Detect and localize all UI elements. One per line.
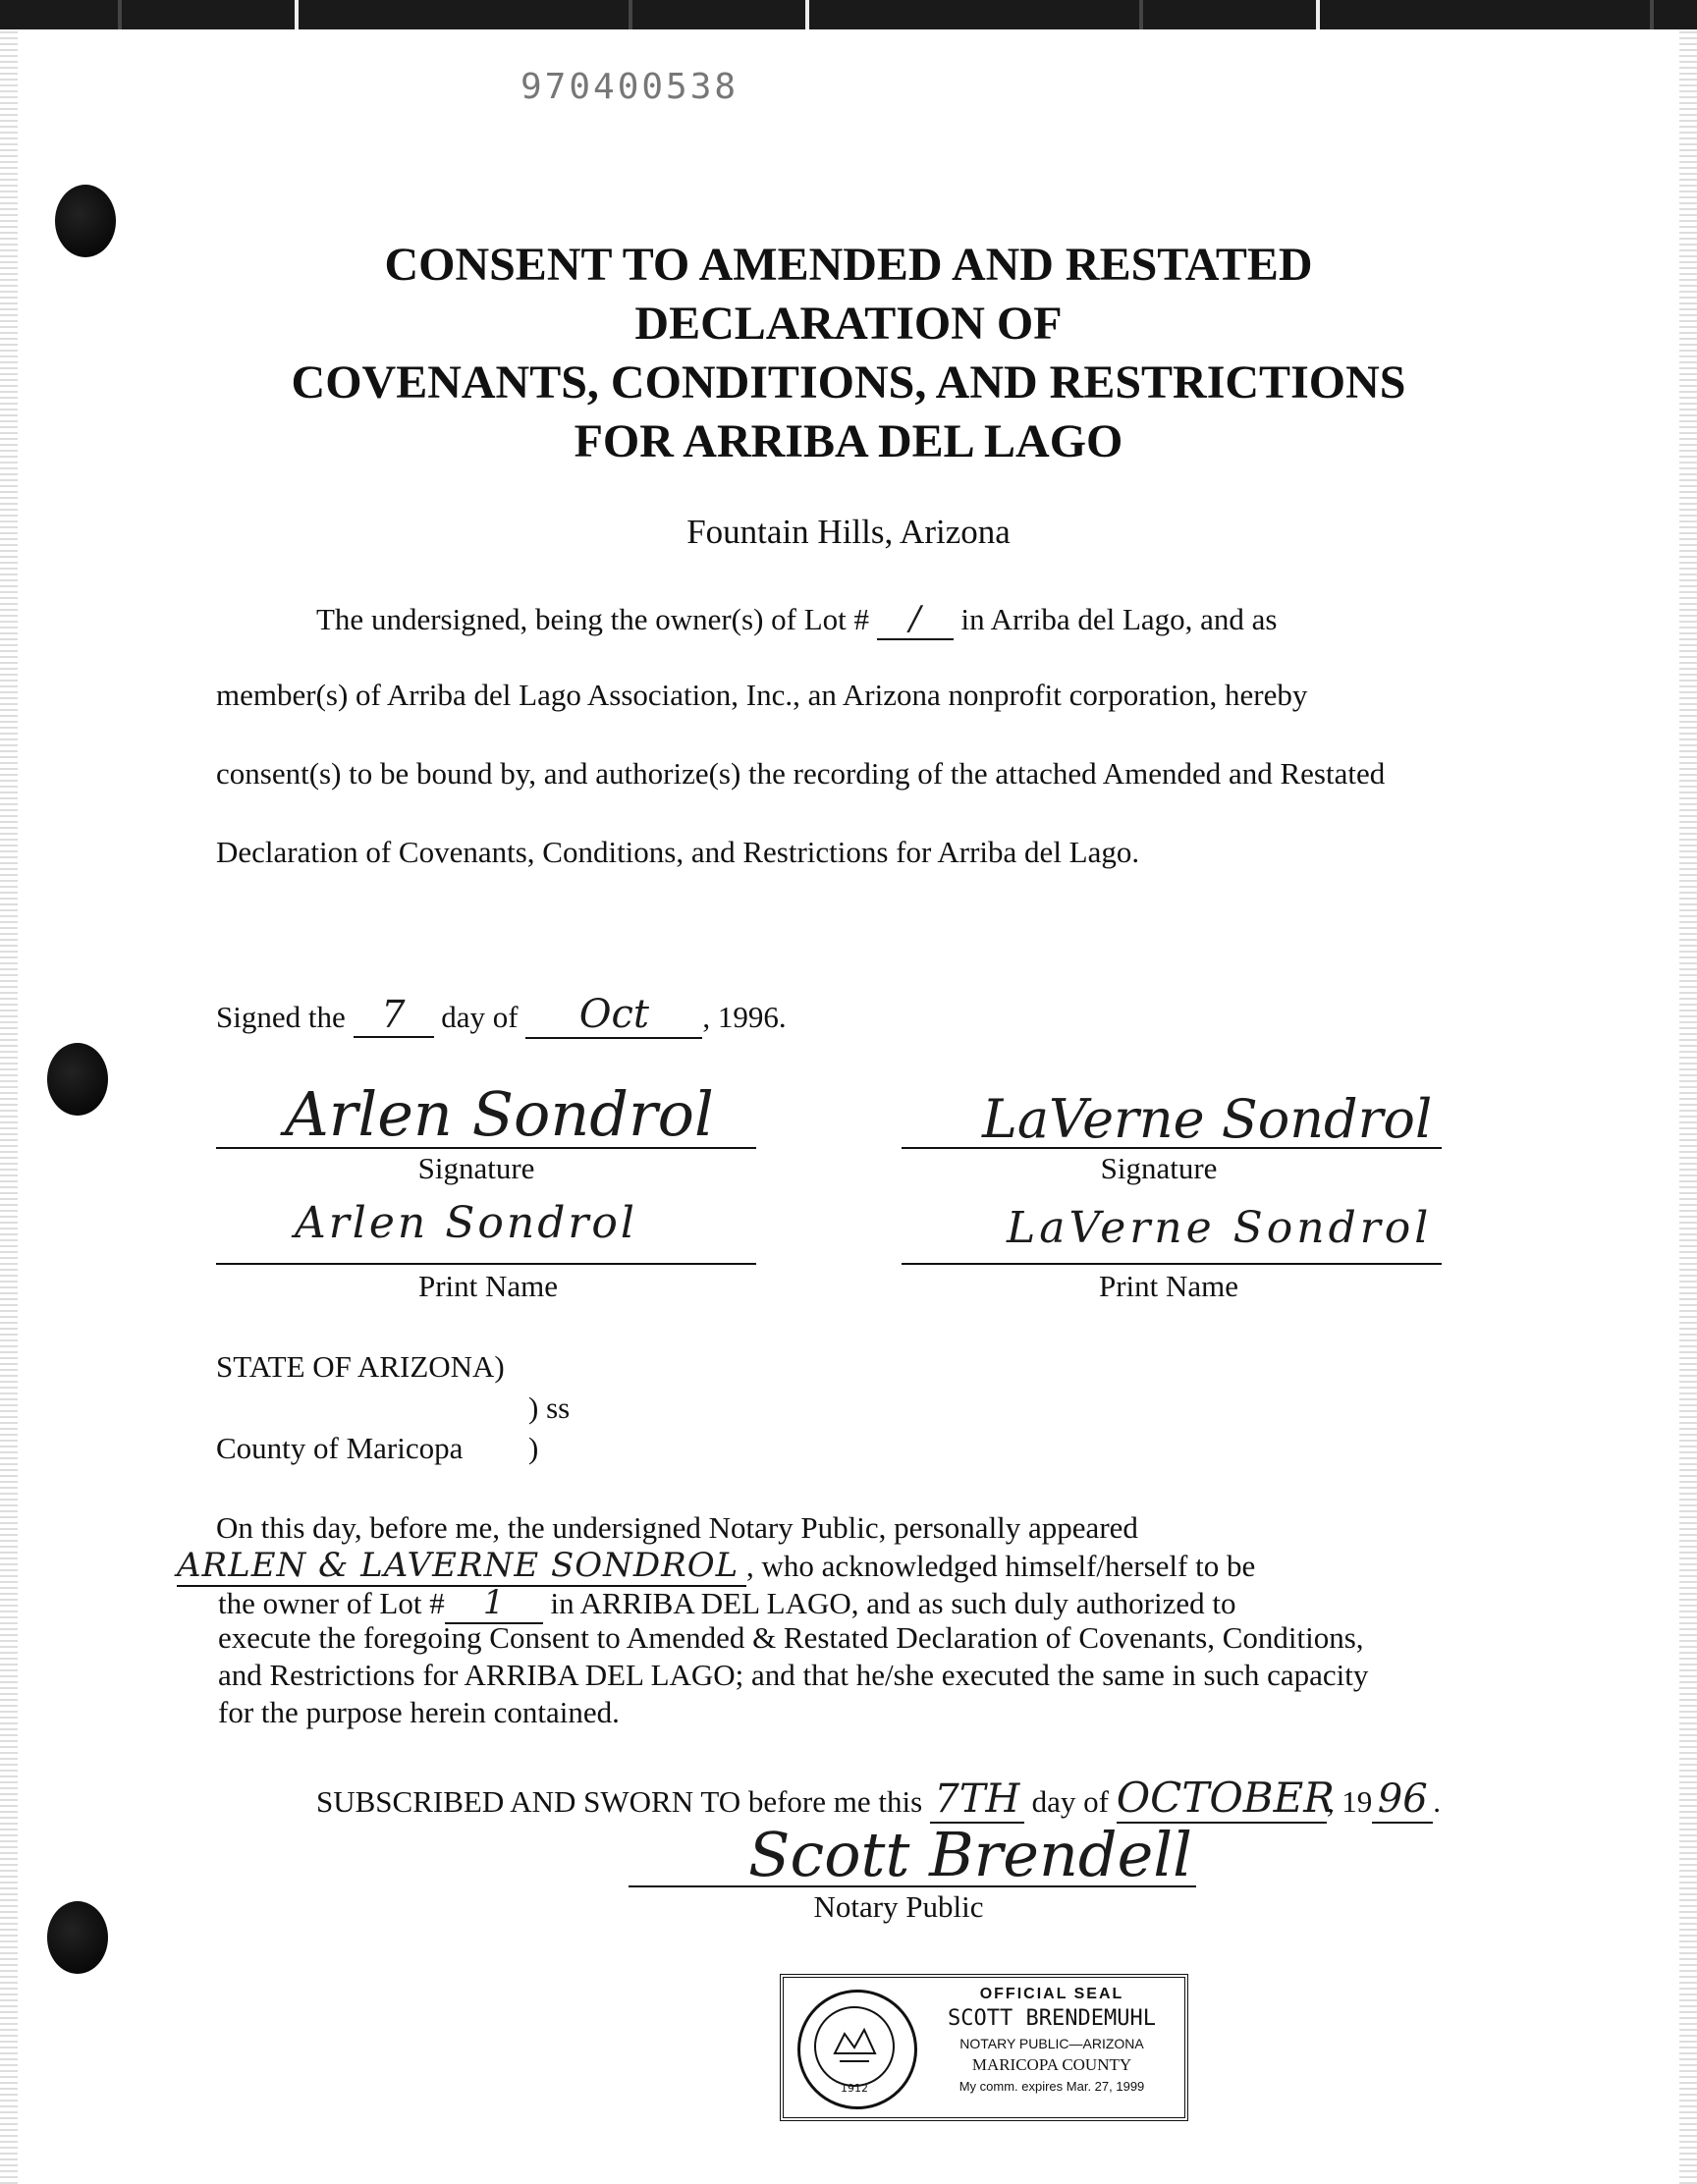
print-name-1-handwritten: Arlen Sondrol — [295, 1198, 637, 1248]
print-name-2-handwritten: LaVerne Sondrol — [1007, 1203, 1433, 1253]
seal-line-expires: My comm. expires Mar. 27, 1999 — [958, 2079, 1145, 2094]
signature-label-1: Signature — [417, 1151, 535, 1185]
title-line-3: COVENANTS, CONDITIONS, AND RESTRICTIONS — [291, 356, 1406, 409]
document-number: 970400538 — [520, 67, 739, 107]
state-seal-graphic — [800, 1993, 908, 2101]
signature-1-handwritten: Arlen Sondrol — [285, 1078, 714, 1150]
sworn-line: SUBSCRIBED AND SWORN TO before me this 7TH day of OCTOBER, 19 96 . — [316, 1774, 1441, 1822]
seal-emblem-year: 1912 — [841, 2082, 868, 2095]
signature-line-1 — [216, 1147, 756, 1149]
punch-hole-middle — [47, 1043, 108, 1116]
scan-right-edge — [1679, 29, 1697, 2184]
consent-line-2: member(s) of Arriba del Lago Association, Inc., an Arizona nonprofit corporation, hereby — [216, 678, 1308, 712]
seal-text-block — [919, 1984, 1184, 2098]
seal-line-official: OFFICIAL SEAL — [979, 1986, 1124, 2002]
notary-line-5: and Restrictions for ARRIBA DEL LAGO; and that he/she executed the same in such capacity — [218, 1658, 1369, 1692]
venue-state: STATE OF ARIZONA) — [216, 1349, 505, 1384]
document-subtitle: Fountain Hills, Arizona — [686, 513, 1011, 551]
print-name-label-2: Print Name — [1098, 1269, 1239, 1303]
seal-line-name: SCOTT BRENDEMUHL — [948, 2006, 1156, 2031]
official-notary-seal — [780, 1974, 1188, 2121]
notary-line-1: On this day, before me, the undersigned Notary Public, personally appeared — [216, 1510, 1138, 1545]
print-name-line-1 — [216, 1263, 756, 1265]
sworn-day-handwritten: 7TH — [930, 1776, 1024, 1824]
seal-line-notary: NOTARY PUBLIC—ARIZONA — [959, 2036, 1144, 2051]
punch-hole-bottom — [47, 1901, 108, 1974]
sworn-month-handwritten: OCTOBER — [1116, 1774, 1335, 1822]
notary-line-3: the owner of Lot # 1 in ARRIBA DEL LAGO, and as such duly authorized to — [218, 1583, 1236, 1622]
signature-2-handwritten: LaVerne Sondrol — [982, 1088, 1433, 1150]
title-line-2: DECLARATION OF — [634, 298, 1063, 350]
print-name-line-2 — [902, 1263, 1442, 1265]
signature-line-2 — [902, 1147, 1442, 1149]
state-seal-emblem-icon — [797, 1990, 917, 2109]
scan-top-border — [0, 0, 1697, 29]
seal-line-county: MARICOPA COUNTY — [971, 2055, 1132, 2074]
notary-public-label: Notary Public — [813, 1889, 984, 1924]
venue-county-paren: ) — [528, 1431, 539, 1465]
acknowledged-names-handwritten: ARLEN & LAVERNE SONDROL — [177, 1546, 746, 1587]
signed-month-handwritten: Oct — [525, 992, 702, 1039]
notary-line-6: for the purpose herein contained. — [218, 1695, 620, 1729]
consent-line-3: consent(s) to be bound by, and authorize(s) the recording of the attached Amended and Restated — [216, 756, 1386, 791]
venue-county: County of Maricopa — [216, 1431, 464, 1465]
notary-signature-handwritten: Scott Brendell — [748, 1819, 1192, 1890]
notary-lot-handwritten: 1 — [445, 1583, 543, 1624]
signed-date-line: Signed the 7 day of Oct , 1996. — [216, 992, 787, 1037]
scan-left-edge — [0, 29, 18, 2184]
venue-ss: ) ss — [528, 1391, 571, 1425]
title-line-4: FOR ARRIBA DEL LAGO — [574, 415, 1123, 467]
print-name-label-1: Print Name — [417, 1269, 559, 1303]
signature-label-2: Signature — [1100, 1151, 1218, 1185]
notary-line-4: execute the foregoing Consent to Amended & Restated Declaration of Covenants, Conditions, — [218, 1620, 1364, 1655]
punch-hole-top — [55, 185, 116, 257]
notary-line-2: ARLEN & LAVERNE SONDROL , who acknowledged himself/herself to be — [177, 1546, 1256, 1585]
title-line-1: CONSENT TO AMENDED AND RESTATED — [384, 239, 1313, 291]
signed-day-handwritten: 7 — [354, 993, 434, 1038]
lot-number-handwritten: / — [877, 599, 954, 640]
consent-line-1: The undersigned, being the owner(s) of Lot # / in Arriba del Lago, and as — [316, 599, 1278, 638]
consent-line-4: Declaration of Covenants, Conditions, and Restrictions for Arriba del Lago. — [216, 835, 1140, 869]
sworn-year-handwritten: 96 — [1372, 1776, 1433, 1824]
notary-signature-line — [629, 1885, 1196, 1887]
document-title — [196, 236, 1501, 471]
